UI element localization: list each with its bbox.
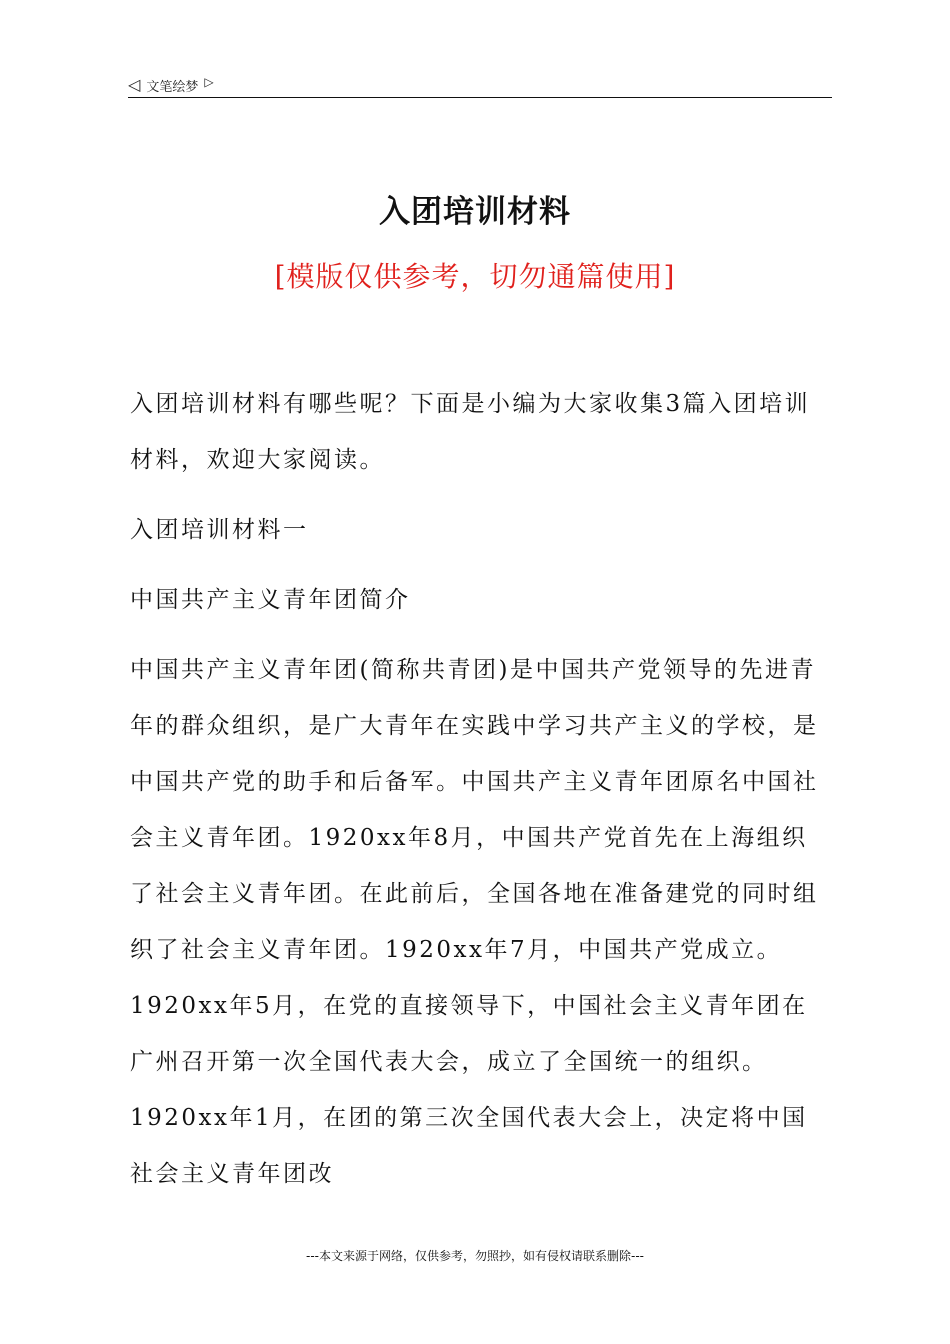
document-subtitle: [模版仅供参考，切勿通篇使用] xyxy=(274,260,676,293)
header-divider xyxy=(128,97,832,98)
body-paragraph: 中国共产主义青年团(简称共青团)是中国共产党领导的先进青年的群众组织，是广大青年在实践中学习共产主义的学校，是中国共产党的助手和后备军。中国共产主义青年团原名中国社会主义青年团。1920xx年8月，中国共产党首先在上海组织了社会主义青年团。在此前后，全国各地在准备建党的同时组织了社会主义青年团。1920xx年7月，中国共产党成立。1920xx年5月，在党的直接领导下，中国社会主义青年团在广州召开第一次全国代表大会，成立了全国统一的组织。1920xx年1月，在团的第三次全国代表大会上，决定将中国社会主义青年团改 xyxy=(130,657,819,1187)
document-title: 入团培训材料 xyxy=(379,194,571,230)
running-header xyxy=(128,72,214,98)
subsection-heading: 中国共产主义青年团简介 xyxy=(130,587,411,613)
section-heading: 入团培训材料一 xyxy=(130,517,309,543)
document-body xyxy=(130,376,830,1216)
header-label: 文笔绘梦 xyxy=(146,79,199,95)
page-footer: ---本文来源于网络，仅供参考，勿照抄，如有侵权请联系删除--- xyxy=(306,1249,644,1263)
intro-paragraph: 入团培训材料有哪些呢？下面是小编为大家收集3篇入团培训材料，欢迎大家阅读。 xyxy=(130,391,811,473)
triangle-right-icon: ▷ xyxy=(204,75,214,89)
triangle-left-icon: ◁ xyxy=(128,75,141,94)
